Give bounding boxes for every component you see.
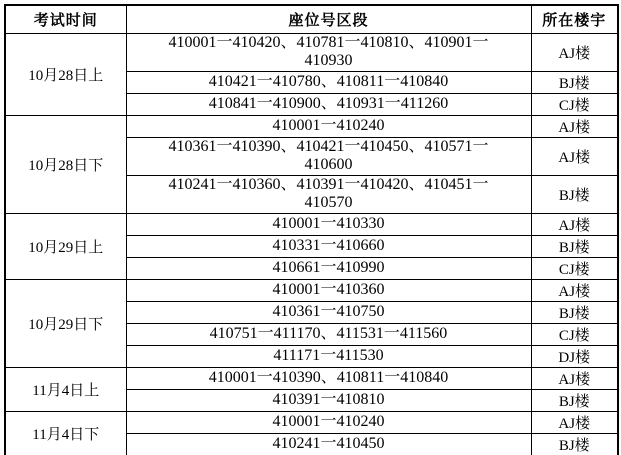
header-seat-range: 座位号区段 — [126, 5, 531, 33]
seat-range-line: 410001一410360 — [272, 281, 385, 298]
seat-range-line: 410421一410780、410811一410840 — [208, 73, 449, 90]
seat-range-line: 410361一410390、410421一410450、410571一 — [168, 138, 489, 155]
building-cell: AJ楼 — [531, 115, 618, 137]
building-cell: AJ楼 — [531, 213, 618, 235]
table-row — [5, 367, 618, 389]
seat-range-cell — [126, 137, 531, 175]
seat-range-line: 410930 — [304, 52, 353, 69]
seat-range-cell — [126, 279, 531, 301]
exam-time-cell: 10月29日下 — [5, 279, 126, 367]
building-cell: AJ楼 — [531, 411, 618, 433]
seat-range-cell — [126, 71, 531, 93]
seat-range-line: 410331一410660 — [272, 237, 385, 254]
building-cell: CJ楼 — [531, 93, 618, 115]
building-cell: BJ楼 — [531, 301, 618, 323]
building-cell: CJ楼 — [531, 257, 618, 279]
seat-range-cell — [126, 115, 531, 137]
table-row — [5, 213, 618, 235]
table-row — [5, 33, 618, 71]
seat-range-line: 410661一410990 — [272, 259, 385, 276]
seat-range-line: 410600 — [304, 156, 353, 173]
seat-range-line: 410241一410360、410391一410420、410451一 — [168, 176, 489, 193]
seat-range-line: 410001一410240 — [272, 117, 385, 134]
seat-range-cell — [126, 301, 531, 323]
seat-range-line: 410841一410900、410931一411260 — [208, 95, 449, 112]
table-row — [5, 411, 618, 433]
seat-range-line: 410001一410420、410781一410810、410901一 — [168, 34, 489, 51]
building-cell: BJ楼 — [531, 235, 618, 257]
seat-range-cell — [126, 213, 531, 235]
seat-range-line: 410001一410390、410811一410840 — [208, 369, 449, 386]
building-cell: BJ楼 — [531, 433, 618, 455]
seat-range-cell — [126, 93, 531, 115]
seat-range-cell — [126, 323, 531, 345]
seat-range-cell — [126, 257, 531, 279]
seat-range-line: 410570 — [304, 194, 353, 211]
seat-range-cell — [126, 33, 531, 71]
header-building: 所在楼宇 — [531, 5, 618, 33]
seat-range-cell — [126, 175, 531, 213]
building-cell: AJ楼 — [531, 137, 618, 175]
seat-range-line: 410001一410330 — [272, 215, 385, 232]
building-cell: DJ楼 — [531, 345, 618, 367]
seat-range-line: 410361一410750 — [272, 303, 385, 320]
building-cell: BJ楼 — [531, 71, 618, 93]
seat-range-cell — [126, 235, 531, 257]
building-cell: AJ楼 — [531, 33, 618, 71]
seat-range-line: 411171一411530 — [273, 347, 384, 364]
exam-time-cell: 10月29日上 — [5, 213, 126, 279]
building-cell: BJ楼 — [531, 175, 618, 213]
exam-time-cell: 11月4日下 — [5, 411, 126, 455]
exam-time-cell: 11月4日上 — [5, 367, 126, 411]
building-cell: BJ楼 — [531, 389, 618, 411]
seat-range-cell — [126, 389, 531, 411]
table-row — [5, 279, 618, 301]
seat-range-line: 410751一411170、411531一411560 — [209, 325, 448, 342]
header-row — [5, 5, 618, 33]
seat-assignment-table — [4, 4, 619, 455]
seat-range-cell — [126, 411, 531, 433]
seat-range-cell — [126, 433, 531, 455]
building-cell: AJ楼 — [531, 367, 618, 389]
seat-range-line: 410001一410240 — [272, 413, 385, 430]
header-exam-time: 考试时间 — [5, 5, 126, 33]
exam-time-cell: 10月28日上 — [5, 33, 126, 115]
table-row — [5, 115, 618, 137]
seat-range-cell — [126, 345, 531, 367]
seat-range-line: 410241一410450 — [272, 435, 385, 452]
building-cell: CJ楼 — [531, 323, 618, 345]
building-cell: AJ楼 — [531, 279, 618, 301]
exam-time-cell: 10月28日下 — [5, 115, 126, 213]
seat-range-cell — [126, 367, 531, 389]
seat-range-line: 410391一410810 — [272, 391, 385, 408]
